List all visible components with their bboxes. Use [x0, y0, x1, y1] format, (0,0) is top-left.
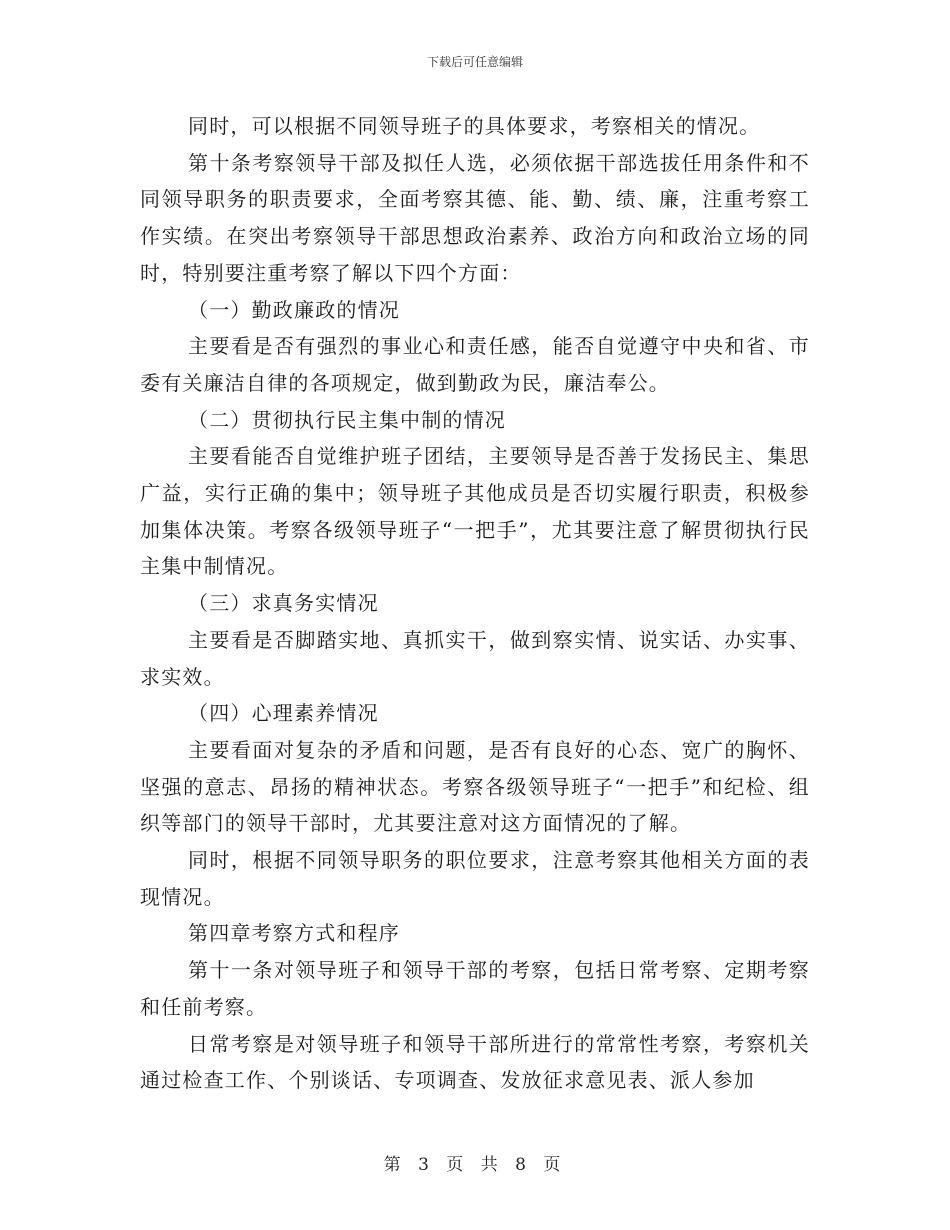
- paragraph: 日常考察是对领导班子和领导干部所进行的常常性考察，考察机关通过检查工作、个别谈话、专项调查、发放征求意见表、派人参加: [140, 1031, 810, 1093]
- section-heading: （一）勤政廉政的情况: [188, 297, 400, 322]
- section-heading: （二）贯彻执行民主集中制的情况: [188, 407, 506, 432]
- paragraph: 第十条考察领导干部及拟任人选，必须依据干部选拔任用条件和不同领导职务的职责要求，全面考察其德、能、勤、绩、廉，注重考察工作实绩。在突出考察领导干部思想政治素养、政治方向和政治立场的同时，特别要注重考察了解以下四个方面：: [140, 150, 810, 285]
- paragraph: 同时，可以根据不同领导班子的具体要求，考察相关的情况。: [188, 114, 761, 138]
- page-header: 下载后可任意编辑: [426, 55, 523, 69]
- chapter-heading: 第四章考察方式和程序: [188, 921, 400, 946]
- page-footer: 第 3 页 共 8 页: [383, 1155, 567, 1175]
- paragraph: 同时，根据不同领导职务的职位要求，注意考察其他相关方面的表现情况。: [140, 848, 810, 909]
- paragraph: 第十一条对领导班子和领导干部的考察，包括日常考察、定期考察和任前考察。: [140, 958, 810, 1019]
- section-heading: （四）心理素养情况: [188, 701, 379, 726]
- paragraph: 主要看是否有强烈的事业心和责任感，能否自觉遵守中央和省、市委有关廉洁自律的各项规定，做到勤政为民，廉洁奉公。: [140, 334, 810, 395]
- paragraph: 主要看面对复杂的矛盾和问题，是否有良好的心态、宽广的胸怀、坚强的意志、昂扬的精神状态。考察各级领导班子“一把手”和纪检、组织等部门的领导干部时，尤其要注意对这方面情况的了解。: [140, 737, 810, 836]
- section-heading: （三）求真务实情况: [188, 591, 379, 616]
- paragraph: 主要看能否自觉维护班子团结，主要领导是否善于发扬民主、集思广益，实行正确的集中；领导班子其他成员是否切实履行职责，积极参加集体决策。考察各级领导班子“一把手”，尤其要注意了解贯彻执行民主集中制情况。: [140, 444, 810, 579]
- document-body: [140, 108, 810, 1099]
- paragraph: 主要看是否脚踏实地、真抓实干，做到察实情、说实话、办实事、求实效。: [140, 627, 810, 689]
